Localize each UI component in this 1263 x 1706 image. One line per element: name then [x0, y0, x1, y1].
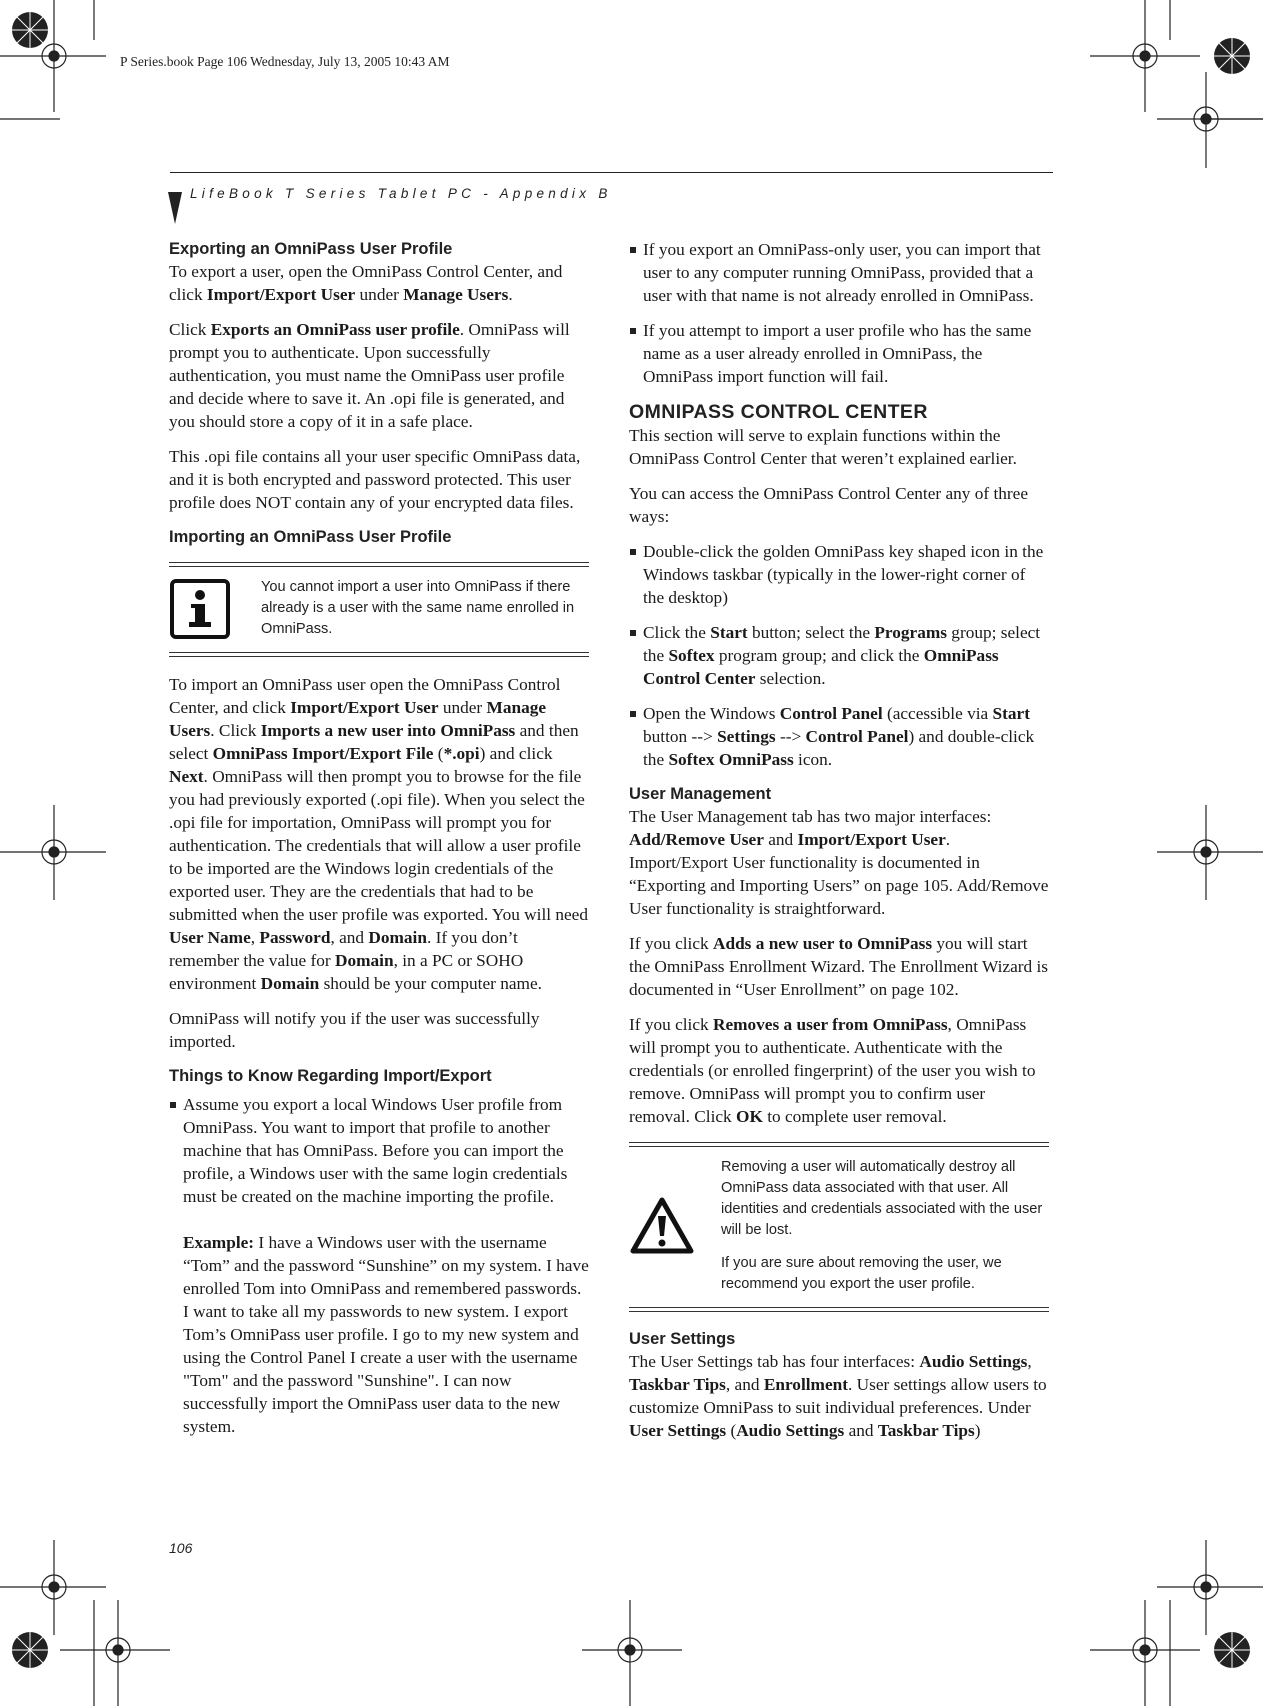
example-block — [183, 1231, 589, 1438]
bold-term: Domain — [368, 928, 427, 947]
list-item — [629, 702, 1049, 771]
text-run: , OmniPass will prompt you to authenticate. Authenticate with the credentials (or enrolled fingerprint) of the user you wish to remove. OmniPass will prompt you to confirm user removal. Click — [629, 1015, 1036, 1126]
bold-term: OmniPass Control Center — [643, 646, 999, 688]
paragraph — [629, 805, 1049, 920]
text-run: The User Settings tab has four interfaces: — [629, 1352, 920, 1371]
example-text: I have a Windows user with the username “Tom” and the password “Sunshine” on my system. I have enrolled Tom into OmniPass and remembered passwords. I want to take all my passwords to new system. I export Tom’s OmniPass user profile. I go to my new system and using the Control Panel I create a user with the username "Tom" and the password "Sunshine". I can now successfully import the OmniPass user data to the new system. — [183, 1233, 589, 1436]
bullet-text: Assume you export a local Windows User profile from OmniPass. You want to import that profile to another machine that has OmniPass. Before you can import the profile, a Windows user with the same login credentials must be created on the machine importing the profile. — [183, 1095, 568, 1206]
paragraph: You can access the OmniPass Control Center any of three ways: — [629, 484, 1028, 526]
text-run: and — [844, 1421, 878, 1440]
text-run: Open the Windows — [643, 704, 780, 723]
bold-term: Control Panel — [805, 727, 909, 746]
header-rule — [170, 172, 1053, 173]
text-run: to complete user removal. — [762, 1107, 947, 1126]
list-item — [169, 1093, 589, 1438]
text-run: Click — [169, 320, 211, 339]
text-run: , in a PC or SOHO environment — [169, 951, 524, 993]
text-run: If you click — [629, 1015, 713, 1034]
bullet-list — [629, 238, 1049, 388]
bold-term: *.opi — [443, 744, 480, 763]
bold-term: Exports an OmniPass user profile — [210, 320, 460, 339]
info-icon — [169, 578, 261, 640]
list-item: Double-click the golden OmniPass key shaped icon in the Windows taskbar (typically in the lower-right corner of the desktop) — [629, 540, 1049, 609]
warning-text-2: If you are sure about removing the user, we recommend you export the user profile. — [721, 1255, 1002, 1292]
bold-term: OK — [736, 1107, 763, 1126]
text-run: . OmniPass will then prompt you to browse for the file you had previously exported (.opi file). When you select the .opi file for importation, OmniPass will prompt you for authentication. The credentials that will allow a user profile to be imported are the Windows login credentials of the exported user. They are the credentials that had to be submitted when the user profile was exported. You will need — [169, 767, 588, 924]
text-run: under — [355, 285, 404, 304]
text-run: group; select the — [643, 623, 1041, 665]
bold-term: Audio Settings — [736, 1421, 845, 1440]
bold-term: Manage Users — [403, 285, 509, 304]
bold-term: Enrollment — [763, 1375, 848, 1394]
bold-term: Manage Users — [169, 698, 547, 740]
bold-term: User Name — [169, 928, 251, 947]
bold-term: Softex OmniPass — [668, 750, 794, 769]
heading-exporting: Exporting an OmniPass User Profile — [169, 240, 453, 258]
text-run: , and — [725, 1375, 764, 1394]
bullet-list — [169, 1093, 589, 1438]
bold-term: Import/Export User — [290, 698, 439, 717]
text-run: selection. — [755, 669, 826, 688]
text-run: . — [508, 285, 513, 304]
bold-term: Next — [169, 767, 204, 786]
text-run: . Click — [210, 721, 261, 740]
heading-user-settings: User Settings — [629, 1330, 736, 1348]
paragraph — [629, 1013, 1049, 1128]
heading-things-to-know: Things to Know Regarding Import/Export — [169, 1067, 492, 1085]
bold-term: Imports a new user into OmniPass — [260, 721, 516, 740]
bold-term: Removes a user from OmniPass — [712, 1015, 948, 1034]
text-run: ( — [726, 1421, 737, 1440]
text-run: button; select the — [747, 623, 875, 642]
warning-note — [629, 1142, 1049, 1312]
text-run: program group; and click the — [714, 646, 924, 665]
warning-note-text — [721, 1157, 1049, 1295]
text-run: To export a user, open the OmniPass Control Center, and click — [169, 262, 563, 304]
text-run: and then select — [169, 721, 579, 763]
example-label: Example: — [183, 1233, 255, 1252]
text-run: should be your computer name. — [319, 974, 542, 993]
text-run: To import an OmniPass user open the OmniPass Control Center, and click — [169, 675, 561, 717]
text-run: button --> — [643, 727, 718, 746]
text-run: The User Management tab has two major interfaces: — [629, 807, 992, 826]
text-run: under — [438, 698, 487, 717]
text-run: --> — [775, 727, 806, 746]
text-run: . If you don’t remember the value for — [169, 928, 518, 970]
paragraph: This .opi file contains all your user specific OmniPass data, and it is both encrypted and password protected. This user profile does NOT contain any of your encrypted data files. — [169, 447, 581, 512]
info-note-text: You cannot import a user into OmniPass if there already is a user with the same name enrolled in OmniPass. — [261, 579, 575, 637]
running-header: LifeBook T Series Tablet PC - Appendix B — [190, 186, 612, 201]
text-run: , and — [330, 928, 369, 947]
paragraph — [169, 260, 589, 306]
bold-term: Import/Export User — [797, 830, 946, 849]
text-run: ( — [433, 744, 444, 763]
note-rule-bottom — [169, 652, 589, 657]
text-run: Click the — [643, 623, 711, 642]
paragraph — [629, 1350, 1049, 1442]
text-run: . Import/Export User functionality is documented in “Exporting and Importing Users” on page 105. Add/Remove User functionality is straightforward. — [629, 830, 1049, 918]
text-run: ) — [974, 1421, 981, 1440]
print-slug: P Series.book Page 106 Wednesday, July 13, 2005 10:43 AM — [120, 54, 450, 69]
right-column — [629, 238, 1049, 1454]
paragraph — [169, 318, 589, 433]
bold-term: Control Panel — [779, 704, 883, 723]
paragraph — [629, 932, 1049, 1001]
warning-icon — [629, 1196, 721, 1256]
bold-term: Softex — [668, 646, 715, 665]
info-note — [169, 562, 589, 657]
bold-term: User Settings — [629, 1421, 727, 1440]
heading-omnipass-control-center: OMNIPASS CONTROL CENTER — [629, 401, 928, 423]
bold-term: Adds a new user to OmniPass — [712, 934, 933, 953]
text-run: (accessible via — [882, 704, 993, 723]
heading-user-management: User Management — [629, 785, 772, 803]
heading-importing: Importing an OmniPass User Profile — [169, 528, 452, 546]
bold-term: Password — [259, 928, 331, 947]
warning-text-1: Removing a user will automatically destroy all OmniPass data associated with that user. All identities and credentials associated with the user will be lost. — [721, 1159, 1043, 1238]
text-run: icon. — [793, 750, 833, 769]
text-run: you will start the OmniPass Enrollment Wizard. The Enrollment Wizard is documented in “User Enrollment” on page 102. — [629, 934, 1049, 999]
bold-term: Domain — [260, 974, 320, 993]
bold-term: Taskbar Tips — [877, 1421, 975, 1440]
header-triangle — [168, 192, 182, 224]
page-number: 106 — [169, 1540, 193, 1556]
text-run: and — [763, 830, 798, 849]
list-item — [629, 621, 1049, 690]
note-rule-bottom — [629, 1307, 1049, 1312]
text-run: If you click — [629, 934, 713, 953]
bold-term: OmniPass Import/Export File — [212, 744, 434, 763]
text-run: . OmniPass will prompt you to authenticate. Upon successfully authentication, you must name the OmniPass user profile and decide where to save it. An .opi file is generated, and you should store a copy of it in a safe place. — [169, 320, 570, 431]
text-run: . User settings allow users to customize OmniPass to suit individual preferences. Under — [629, 1375, 1047, 1417]
text-run: ) and click — [479, 744, 553, 763]
left-column — [169, 238, 589, 1450]
list-item: If you export an OmniPass-only user, you can import that user to any computer running OmniPass, provided that a user with that name is not already enrolled in OmniPass. — [629, 238, 1049, 307]
bold-term: Start — [992, 704, 1030, 723]
bold-term: Settings — [717, 727, 776, 746]
bold-term: Audio Settings — [919, 1352, 1028, 1371]
bold-term: Domain — [335, 951, 394, 970]
access-ways-list — [629, 540, 1049, 771]
bold-term: Add/Remove User — [629, 830, 764, 849]
bold-term: Taskbar Tips — [629, 1375, 726, 1394]
text-run: , — [1027, 1352, 1032, 1371]
paragraph: This section will serve to explain functions within the OmniPass Control Center that weren’t explained earlier. — [629, 426, 1017, 468]
paragraph — [169, 673, 589, 995]
bold-term: Programs — [874, 623, 947, 642]
paragraph: OmniPass will notify you if the user was successfully imported. — [169, 1009, 540, 1051]
list-item: If you attempt to import a user profile who has the same name as a user already enrolled in OmniPass, the OmniPass import function will fail. — [629, 319, 1049, 388]
bold-term: Import/Export User — [206, 285, 356, 304]
text-run: , — [250, 928, 260, 947]
text-run: ) and double-click the — [643, 727, 1035, 769]
bold-term: Start — [710, 623, 748, 642]
